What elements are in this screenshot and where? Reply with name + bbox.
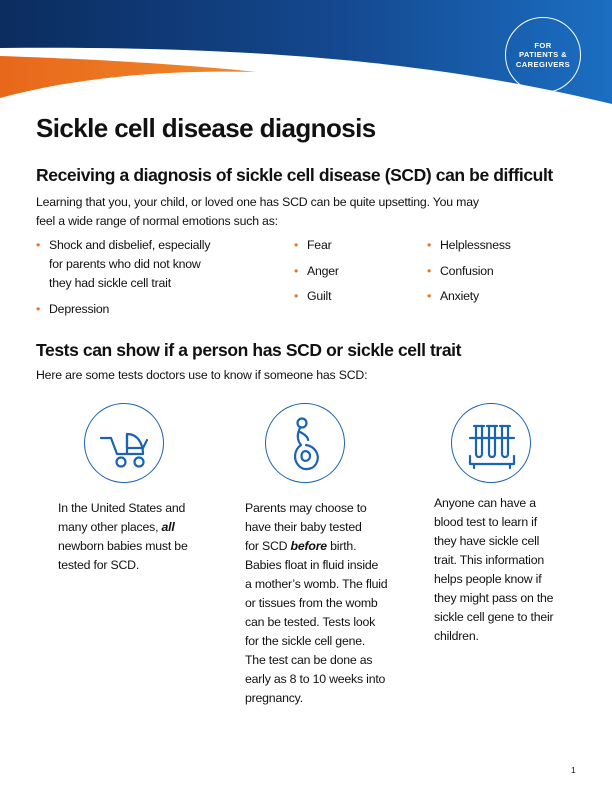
test-text-line: early as 8 to 10 weeks into [245,672,386,686]
test-text-line: children. [434,629,479,643]
emotion-line: Shock and disbelief, especially [49,238,211,252]
test-text-line: they might pass on the [434,591,554,605]
test-text-line: pregnancy. [245,691,303,705]
emotion-line: Depression [49,301,110,316]
emotion-item: • Fear [294,236,394,255]
test-text-line: blood test to learn if [434,515,537,529]
test-text-line: they have sickle cell [434,534,540,548]
badge-line: FOR [534,40,552,50]
emotions-list-column-1 [36,236,226,325]
intro-line: Learning that you, your child, or loved one has SCD can be quite upsetting. You may [36,195,479,209]
tests-intro-paragraph: Here are some tests doctors use to know if someone has SCD: [36,368,368,382]
for-patients-caregivers-badge [505,17,581,93]
emotion-item [36,236,226,293]
emotion-item [36,300,226,319]
diagnosis-section-heading: Receiving a diagnosis of sickle cell disease (SCD) can be difficult [36,165,553,185]
test-text-line: helps people know if [434,572,542,586]
emotion-line: they had sickle cell trait [49,276,171,290]
test-text-line: In the United States and [58,501,186,515]
tests-section-heading: Tests can show if a person has SCD or sickle cell trait [36,340,462,360]
test-text-line: Parents may choose to [245,501,367,515]
trait-blood-test-text [434,494,564,646]
test-text-line: have their baby tested [245,520,362,534]
emotion-item: • Guilt [294,287,394,306]
test-text-line: The test can be done as [245,653,373,667]
test-text-line: for the sickle cell gene. [245,634,366,648]
emotion-line: for parents who did not know [49,257,201,271]
test-text-line: Anyone can have a [434,496,536,510]
test-text-line: tested for SCD. [58,558,140,572]
emotions-list-column-3 [427,236,547,313]
prenatal-testing-text [245,499,395,708]
test-text-line: a mother’s womb. The fluid [245,577,388,591]
test-tubes-icon [451,403,531,483]
pregnant-woman-icon [265,403,345,483]
test-text-line: can be tested. Tests look [245,615,376,629]
test-text-line: sickle cell gene to their [434,610,554,624]
test-text-line: Babies float in fluid inside [245,558,379,572]
intro-line: feel a wide range of normal emotions such as: [36,214,278,228]
emphasis: before [290,539,327,553]
emotion-item: • Confusion [427,262,547,281]
emotion-item: • Helplessness [427,236,547,255]
baby-stroller-icon [84,403,164,483]
test-text-line: newborn babies must be [58,539,188,553]
test-text-line: for SCD before birth. [245,539,357,553]
emotions-list-column-2 [294,236,394,313]
test-text-line: or tissues from the womb [245,596,378,610]
emotion-item: • Anxiety [427,287,547,306]
page-title: Sickle cell disease diagnosis [36,113,376,143]
badge-line: CAREGIVERS [515,59,571,69]
emotion-item: • Anger [294,262,394,281]
diagnosis-intro-paragraph [36,193,506,231]
page-number: 1 [571,765,576,775]
emphasis: all [161,520,175,534]
test-text-line: many other places, all [58,520,175,534]
test-text-line: trait. This information [434,553,544,567]
badge-line: PATIENTS & [518,50,567,60]
newborn-screening-text [58,499,208,575]
